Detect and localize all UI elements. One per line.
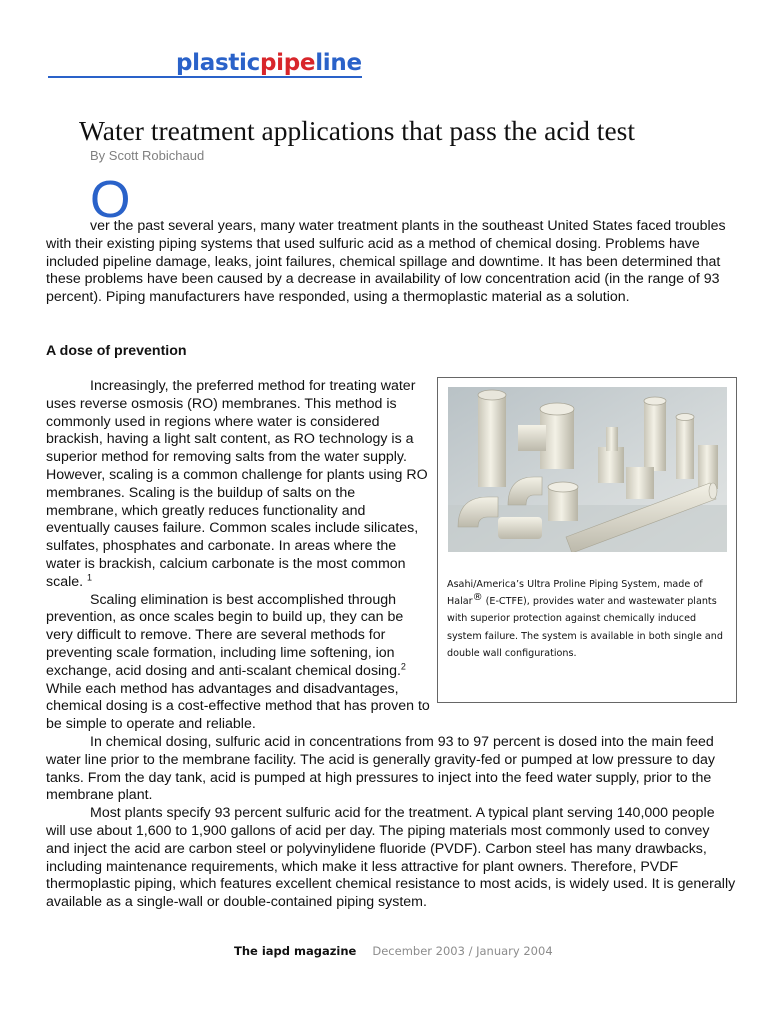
left-column: [46, 378, 430, 734]
paragraph-1: [46, 378, 430, 592]
logo-plastic: plastic: [176, 50, 260, 76]
caption-part-a: Asahi/America’s Ultra Proline Piping System, made of Halar: [447, 579, 703, 608]
paragraph-2b-text: While each method has advantages and disadvantages, chemical dosing is a cost-effective method that has proven to be simple to operate and reliable.: [46, 680, 430, 733]
registered-mark: ®: [472, 592, 483, 604]
paragraph-4: Most plants specify 93 percent sulfuric acid for the treatment. A typical plant serving 140,000 people will use about 1,600 to 1,900 gallons of acid per day. The piping materials most commonly used to convey and inject the acid are carbon steel or polyvinylidene fluoride (PVDF). Carbon steel has many drawbacks, including maintenance requirements, which make it less attractive for plant owners. Therefore, PVDF thermoplastic piping, which features excellent chemical resistance to most acids, is widely used. It is generally available as a single-wall or double-contained piping system.: [46, 805, 736, 911]
caption-part-b: (E-CTFE), provides water and wastewater plants with superior protection against chemically induced system failure. The system is available in both single and double wall configurations.: [447, 596, 723, 659]
paragraph-3: In chemical dosing, sulfuric acid in concentrations from 93 to 97 percent is dosed into the main feed water line prior to the membrane facility. The acid is generally gravity-fed or pumped at low pressure to day tanks. From the day tank, acid is pumped at high pressures to inject into the feed water supply, prior to the membrane plant.: [46, 734, 715, 804]
figure-box: [437, 377, 737, 703]
paragraph-1-text: Increasingly, the preferred method for treating water uses reverse osmosis (RO) membranes. This method is commonly used in regions where water is considered brackish, having a light salt content, as RO technology is a superior method for removing salts from the water supply. However, scaling is a common challenge for plants using RO membranes. Scaling is the buildup of salts on the membrane, which greatly reduces functionality and eventually causes failure. Common scales include silicates, sulfates, phosphates and carbonate. In areas where the water is brackish, calcium carbonate is the most common scale.: [46, 378, 428, 590]
footnote-ref-2: 2: [400, 661, 406, 672]
page-footer: [234, 944, 553, 958]
footer-date: December 2003 / January 2004: [372, 944, 553, 958]
logo-line: line: [315, 50, 362, 76]
full-width-text: [46, 734, 736, 912]
logo-underline: [48, 76, 362, 78]
article-byline: By Scott Robichaud: [90, 148, 205, 163]
lead-paragraph: [46, 218, 736, 307]
lead-text: ver the past several years, many water treatment plants in the southeast United States faced troubles with their existing piping systems that used sulfuric acid as a method of chemical dosing. Problems have included pipeline damage, leaks, joint failures, chemical spillage and downtime. It has been determined that these problems have been caused by a decrease in availability of low concentration acid (in the range of 93 percent). Piping manufacturers have responded, using a thermoplastic material as a solution.: [46, 218, 726, 306]
figure-caption: [447, 576, 729, 662]
footer-magazine: The iapd magazine: [234, 944, 357, 958]
logo-wordmark: [176, 50, 362, 76]
paragraph-2a-text: Scaling elimination is best accomplished through prevention, as once scales begin to build up, they can be very difficult to remove. There are several methods for preventing scale formation, including lime softening, ion exchange, acid dosing and anti-scalant chemical dosing.: [46, 591, 404, 679]
drop-cap: O: [90, 171, 131, 229]
pipe-fittings-photo: [448, 387, 727, 552]
logo-pipe: pipe: [259, 50, 316, 76]
masthead-logo: [48, 50, 368, 80]
paragraph-2: [46, 592, 430, 734]
section-heading: A dose of prevention: [46, 343, 187, 359]
footnote-ref-1: 1: [87, 572, 93, 583]
article-title: Water treatment applications that pass the acid test: [79, 115, 635, 146]
